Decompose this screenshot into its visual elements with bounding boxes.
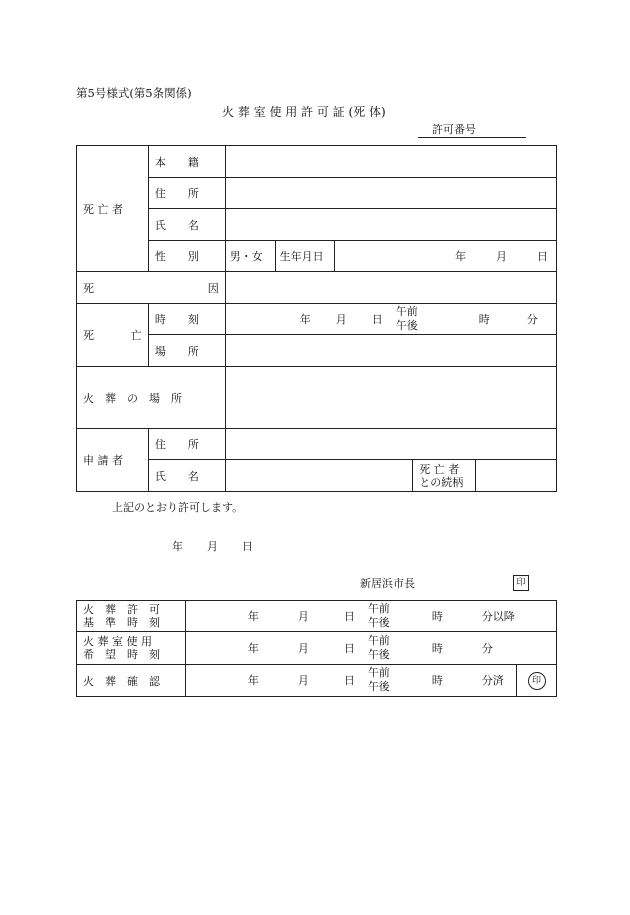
applicant-shimei-field[interactable] (225, 460, 413, 492)
death-cause-label: 死 因 (77, 272, 226, 304)
cremation-confirm-field[interactable]: 年 月 日 午前 午後 時 分済 (185, 665, 516, 697)
shimei-label: 氏 名 (148, 209, 225, 241)
applicant-shimei-label: 氏 名 (148, 460, 225, 492)
page-title: 火 葬 室 使 用 許 可 証 (死 体) (222, 105, 386, 119)
cremation-place-label: 火 葬 の 場 所 (77, 367, 226, 429)
relation-field[interactable] (476, 460, 557, 492)
honseki-label: 本 籍 (148, 146, 225, 178)
jikoku-label: 時 刻 (148, 304, 225, 335)
honseki-field[interactable] (225, 146, 556, 178)
shimei-field[interactable] (225, 209, 556, 241)
sex-option[interactable]: 男・女 (225, 241, 275, 272)
birthdate-label: 生年月日 (275, 241, 335, 272)
approval-text: 上記のとおり許可します。 (112, 501, 244, 514)
mayor-seal: 印 (513, 575, 529, 591)
confirm-seal: 印 (528, 672, 546, 690)
death-group-label: 死 亡 (77, 304, 149, 367)
death-time-field[interactable]: 年 月 日 午前 午後 時 分 (225, 304, 556, 335)
death-place-field[interactable] (225, 335, 556, 367)
relation-label: 死 亡 者 との続柄 (413, 460, 476, 492)
permit-base-time-field[interactable]: 年 月 日 午前 午後 時 分以降 (185, 601, 556, 632)
approval-date[interactable]: 年 月 日 (172, 540, 253, 553)
jusho-field[interactable] (225, 178, 556, 209)
cremation-place-field[interactable] (225, 367, 556, 429)
applicant-jusho-field[interactable] (225, 429, 556, 460)
death-cause-field[interactable] (225, 272, 556, 304)
cremation-confirm-label: 火 葬 確 認 (77, 665, 186, 697)
mayor-name: 新居浜市長 (360, 577, 415, 590)
basho-label: 場 所 (148, 335, 225, 367)
form-number: 第5号様式(第5条関係) (76, 86, 192, 100)
desired-time-label: 火 葬 室 使 用 希 望 時 刻 (77, 632, 186, 665)
jusho-label: 住 所 (148, 178, 225, 209)
desired-time-field[interactable]: 年 月 日 午前 午後 時 分 (185, 632, 556, 665)
applicant-jusho-label: 住 所 (148, 429, 225, 460)
permit-number-field[interactable] (418, 124, 526, 138)
main-form-table (76, 145, 557, 492)
permit-number-label: 許可番号 (432, 123, 476, 136)
applicant-group-label: 申 請 者 (77, 429, 149, 492)
confirm-seal-cell[interactable] (517, 665, 557, 697)
cremation-time-table (76, 600, 557, 697)
permit-base-time-label: 火 葬 許 可 基 準 時 刻 (77, 601, 186, 632)
deceased-group-label: 死 亡 者 (77, 146, 149, 272)
birthdate-field[interactable]: 年 月 日 (335, 241, 557, 272)
seibetsu-label: 性 別 (148, 241, 225, 272)
